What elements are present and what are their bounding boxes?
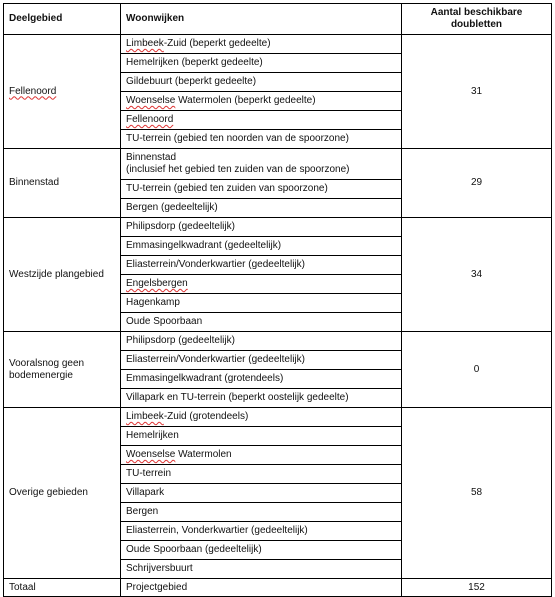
spellcheck-word: Limbeek [126,38,164,49]
woonwijk-cell: Woenselse Watermolen (beperkt gedeelte) [121,92,402,111]
woonwijk-cell: TU-terrein (gebied ten zuiden van spoorzone) [121,180,402,199]
table-body [4,35,552,597]
woonwijk-cell: Emmasingelkwadrant (grotendeels) [121,370,402,389]
total-wijk: Projectgebied [121,579,402,597]
deelgebied-cell [4,149,121,218]
header-aantal-doubletten: Aantal beschikbare doubletten [402,4,552,35]
aantal-cell: 58 [402,408,552,579]
deelgebied-name: Fellenoord [9,85,57,97]
spellcheck-word: Limbeek [126,411,164,422]
woonwijk-cell: Limbeek-Zuid (beperkt gedeelte) [121,35,402,54]
woonwijk-cell: Limbeek-Zuid (grotendeels) [121,408,402,427]
woonwijk-cell: Schrijversbuurt [121,560,402,579]
woonwijk-cell: Emmasingelkwadrant (gedeeltelijk) [121,237,402,256]
woonwijk-cell: Oude Spoorbaan [121,313,402,332]
total-count: 152 [402,579,552,597]
spellcheck-word: Engelsbergen [126,278,188,289]
woonwijk-cell [121,111,402,130]
doubletten-table [3,3,552,597]
woonwijk-cell: Villapark en TU-terrein (beperkt oostelijk gedeelte) [121,389,402,408]
woonwijk-cell: Eliasterrein, Vonderkwartier (gedeeltelijk) [121,522,402,541]
spellcheck-word: Woenselse [126,95,176,106]
woonwijk-cell: Gildebuurt (beperkt gedeelte) [121,73,402,92]
woonwijk-cell: Eliasterrein/Vonderkwartier (gedeeltelijk) [121,256,402,275]
woonwijk-cell: Villapark [121,484,402,503]
table-row [4,35,552,54]
table-row [4,408,552,427]
aantal-cell: 34 [402,218,552,332]
woonwijk-cell [121,275,402,294]
total-label: Totaal [4,579,121,597]
aantal-cell: 29 [402,149,552,218]
header-woonwijken: Woonwijken [121,4,402,35]
woonwijk-cell: Binnenstad (inclusief het gebied ten zuiden van de spoorzone) [121,149,402,180]
table-row [4,149,552,180]
aantal-cell: 0 [402,332,552,408]
woonwijk-cell: TU-terrein [121,465,402,484]
woonwijk-cell: Oude Spoorbaan (gedeeltelijk) [121,541,402,560]
woonwijk-cell: Bergen [121,503,402,522]
woonwijk-cell: Hagenkamp [121,294,402,313]
deelgebied-name: Binnenstad [9,177,60,188]
deelgebied-cell [4,218,121,332]
spellcheck-word: Woenselse [126,449,176,460]
deelgebied-name: Westzijde plangebied [9,268,104,280]
deelgebied-name: Vooralsnog geen bodemenergie [9,357,85,381]
header-row [4,4,552,35]
spellcheck-word: Fellenoord [126,114,174,125]
woonwijk-cell: TU-terrein (gebied ten noorden van de spoorzone) [121,130,402,149]
deelgebied-cell [4,35,121,149]
woonwijk-cell: Hemelrijken (beperkt gedeelte) [121,54,402,73]
table-row [4,218,552,237]
total-row [4,579,552,597]
woonwijk-cell: Philipsdorp (gedeeltelijk) [121,218,402,237]
deelgebied-name: Overige gebieden [9,487,88,498]
woonwijk-cell: Bergen (gedeeltelijk) [121,199,402,218]
deelgebied-cell [4,408,121,579]
table-row [4,332,552,351]
deelgebied-cell [4,332,121,408]
woonwijk-cell: Eliasterrein/Vonderkwartier (gedeeltelijk) [121,351,402,370]
woonwijk-cell: Philipsdorp (gedeeltelijk) [121,332,402,351]
aantal-cell: 31 [402,35,552,149]
woonwijk-cell: Woenselse Watermolen [121,446,402,465]
woonwijk-cell: Hemelrijken [121,427,402,446]
header-deelgebied: Deelgebied [4,4,121,35]
